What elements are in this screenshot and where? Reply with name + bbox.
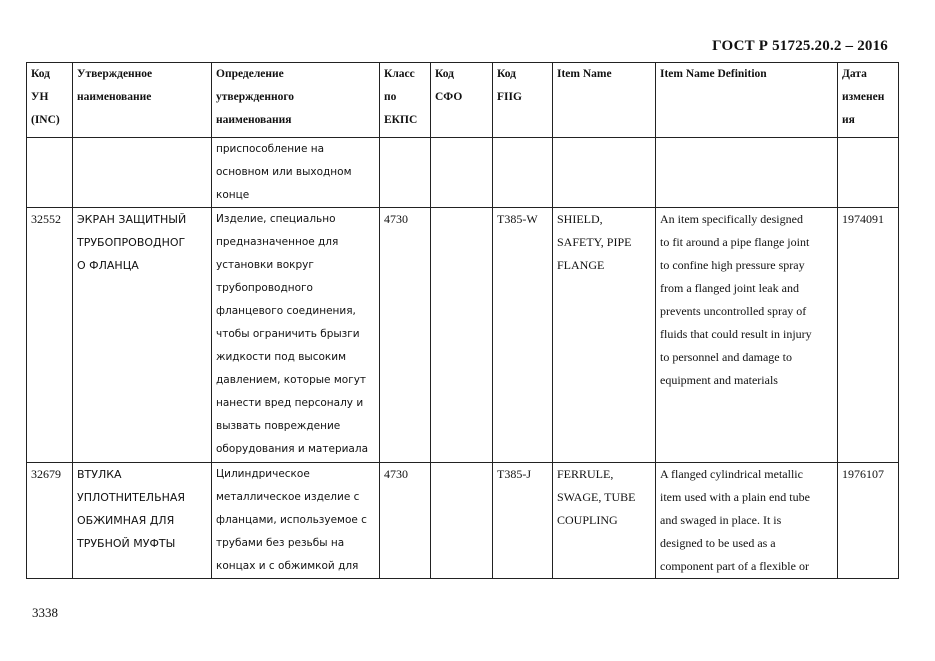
cell-line: фланцами, используемое с (216, 514, 367, 526)
header-change-date (838, 63, 899, 138)
cell-line: T385-J (497, 467, 531, 481)
cell-line: оборудования и материала (216, 443, 369, 455)
cell-line: T385-W (497, 212, 538, 226)
header-line: изменен (842, 91, 885, 103)
cell-inc (27, 463, 73, 579)
cell-line: УПЛОТНИТЕЛЬНАЯ (77, 491, 186, 504)
header-line: СФО (435, 91, 463, 103)
cell-item-name-definition (656, 208, 838, 463)
header-line: Item Name (557, 68, 612, 80)
cell-line: предназначенное для (216, 236, 339, 248)
header-line: ЕКПС (384, 114, 418, 126)
cell-line: концах и с обжимкой для (216, 560, 359, 572)
cell-line: FLANGE (557, 258, 605, 272)
cell-line: О ФЛАНЦА (77, 259, 139, 272)
cell-line: жидкости под высоким (216, 351, 347, 363)
cell-line: An item specifically designed (660, 212, 803, 226)
cell-line: чтобы ограничить брызги (216, 328, 360, 340)
cell-change-date (838, 463, 899, 579)
cell-line: Изделие, специально (216, 213, 336, 225)
header-line: утвержденного (216, 91, 295, 103)
header-line: Код (497, 68, 517, 80)
cell-ekps-class (380, 208, 431, 463)
cell-line: 4730 (384, 467, 408, 481)
table-row (27, 138, 899, 208)
cell-approved-name (73, 208, 212, 463)
cell-line: ВТУЛКА (77, 468, 122, 481)
cell-line: трубами без резьбы на (216, 537, 345, 549)
cell-line: prevents uncontrolled spray of (660, 304, 807, 318)
cell-definition-ru (212, 463, 380, 579)
cell-line: ЭКРАН ЗАЩИТНЫЙ (77, 213, 187, 226)
header-line: Определение (216, 68, 284, 80)
cell-line: металлическое изделие с (216, 491, 360, 503)
document-title: ГОСТ Р 51725.20.2 – 2016 (712, 38, 888, 54)
header-definition-ru (212, 63, 380, 138)
header-line: (INC) (31, 114, 60, 126)
cell-fiig-code (493, 208, 553, 463)
cell-line: Цилиндрическое (216, 468, 310, 480)
cell-line: вызвать повреждение (216, 420, 341, 432)
cell-line: SAFETY, PIPE (557, 235, 632, 249)
header-line: Дата (842, 68, 867, 80)
header-line: FIIG (497, 91, 522, 103)
cell-line: to fit around a pipe flange joint (660, 235, 810, 249)
cell-item-name (553, 463, 656, 579)
header-item-name-definition (656, 63, 838, 138)
cell-line: item used with a plain end tube (660, 490, 810, 504)
cell-line: SHIELD, (557, 212, 603, 226)
cell-change-date (838, 138, 899, 208)
header-line: УН (31, 91, 49, 103)
header-line: Утвержденное (77, 68, 153, 80)
header-ekps-class (380, 63, 431, 138)
header-line: Код (435, 68, 455, 80)
cell-line: from a flanged joint leak and (660, 281, 799, 295)
cell-item-name-definition (656, 138, 838, 208)
cell-line: конце (216, 189, 250, 201)
table-row (27, 208, 899, 463)
cell-line: COUPLING (557, 513, 618, 527)
cell-line: 32679 (31, 467, 61, 481)
cell-ekps-class (380, 463, 431, 579)
cell-fiig-code (493, 138, 553, 208)
table-row (27, 463, 899, 579)
cell-line: fluids that could result in injury (660, 327, 812, 341)
cell-definition-ru (212, 138, 380, 208)
cell-line: основном или выходном (216, 166, 352, 178)
table-header-row (27, 63, 899, 138)
cell-sfo-code (431, 138, 493, 208)
cell-line: ТРУБОПРОВОДНОГ (77, 236, 186, 249)
cell-line: трубопроводного (216, 282, 313, 294)
table-body (27, 138, 899, 579)
cell-line: equipment and materials (660, 373, 778, 387)
cell-line: SWAGE, TUBE (557, 490, 636, 504)
cell-line: 4730 (384, 212, 408, 226)
cell-inc (27, 138, 73, 208)
cell-item-name (553, 208, 656, 463)
cell-line: фланцевого соединения, (216, 305, 356, 317)
cell-line: designed to be used as a (660, 536, 776, 550)
cell-line: 1976107 (842, 467, 884, 481)
header-fiig-code (493, 63, 553, 138)
page-number: 3338 (32, 605, 58, 620)
cell-line: to personnel and damage to (660, 350, 792, 364)
cell-line: нанести вред персоналу и (216, 397, 364, 409)
header-line: Код (31, 68, 51, 80)
header-line: по (384, 91, 397, 103)
cell-sfo-code (431, 463, 493, 579)
cell-ekps-class (380, 138, 431, 208)
cell-item-name (553, 138, 656, 208)
cell-fiig-code (493, 463, 553, 579)
cell-line: FERRULE, (557, 467, 614, 481)
header-line: наименования (216, 114, 292, 126)
cell-line: to confine high pressure spray (660, 258, 805, 272)
cell-line: давлением, которые могут (216, 374, 367, 386)
cell-line: ТРУБНОЙ МУФТЫ (77, 537, 176, 550)
cell-line: установки вокруг (216, 259, 314, 271)
cell-line: 1974091 (842, 212, 884, 226)
cell-definition-ru (212, 208, 380, 463)
cell-line: and swaged in place. It is (660, 513, 782, 527)
cell-line: приспособление на (216, 143, 325, 155)
cell-line: 32552 (31, 212, 61, 226)
cell-item-name-definition (656, 463, 838, 579)
cell-line: ОБЖИМНАЯ ДЛЯ (77, 514, 175, 527)
header-line: ия (842, 114, 855, 126)
header-line: наименование (77, 91, 152, 103)
header-sfo-code (431, 63, 493, 138)
header-item-name (553, 63, 656, 138)
cell-line: component part of a flexible or (660, 559, 809, 573)
header-line: Item Name Definition (660, 68, 767, 80)
cell-change-date (838, 208, 899, 463)
header-approved-name (73, 63, 212, 138)
cell-approved-name (73, 463, 212, 579)
header-inc (27, 63, 73, 138)
cell-sfo-code (431, 208, 493, 463)
catalog-table (26, 62, 899, 579)
header-line: Класс (384, 68, 415, 80)
cell-inc (27, 208, 73, 463)
cell-line: A flanged cylindrical metallic (660, 467, 803, 481)
cell-approved-name (73, 138, 212, 208)
